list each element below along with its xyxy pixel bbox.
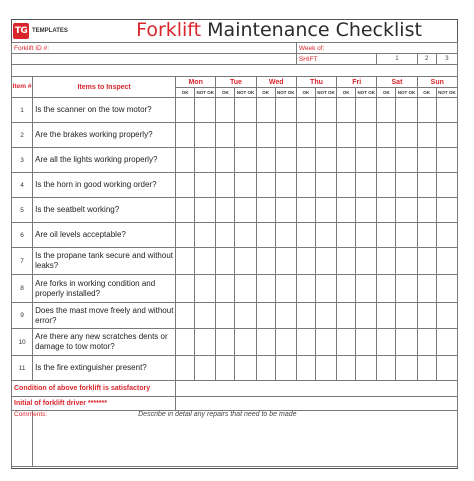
ok-checkbox-cell[interactable] [176,275,195,303]
item-number: 3 [12,148,33,173]
item-question: Is the propane tank secure and without leaks? [33,248,176,275]
not-ok-checkbox-cell[interactable] [396,198,417,223]
not-ok-checkbox-cell[interactable] [195,248,216,275]
not-ok-checkbox-cell[interactable] [195,148,216,173]
title-highlight: Forklift [136,19,202,41]
item-number: 6 [12,223,33,248]
item-question: Is the seatbelt working? [33,198,176,223]
not-ok-checkbox-cell[interactable] [275,123,296,148]
comments-label: Comments: [12,411,33,467]
not-ok-checkbox-cell[interactable] [315,248,336,275]
day-header: Thu [296,77,336,88]
not-ok-checkbox-cell[interactable] [275,356,296,381]
not-ok-checkbox-cell[interactable] [436,329,457,356]
not-ok-checkbox-cell[interactable] [356,98,377,123]
ok-checkbox-cell[interactable] [296,173,315,198]
ok-checkbox-cell[interactable] [377,123,396,148]
ok-checkbox-cell[interactable] [417,248,436,275]
not-ok-checkbox-cell[interactable] [235,329,256,356]
ok-checkbox-cell[interactable] [256,198,275,223]
ok-checkbox-cell[interactable] [256,248,275,275]
ok-checkbox-cell[interactable] [377,198,396,223]
table-row [12,98,458,123]
condition-label: Condition of above forklift is satisfactory [12,381,176,397]
ok-checkbox-cell[interactable] [337,248,356,275]
not-ok-checkbox-cell[interactable] [436,148,457,173]
not-ok-checkbox-cell[interactable] [436,198,457,223]
ok-checkbox-cell[interactable] [176,356,195,381]
not-ok-subheader: NOT OK [195,88,216,98]
brand-logo [13,21,83,40]
ok-checkbox-cell[interactable] [176,248,195,275]
item-question: Are forks in working condition and properly installed? [33,275,176,303]
not-ok-checkbox-cell[interactable] [275,329,296,356]
day-header: Mon [176,77,216,88]
not-ok-checkbox-cell[interactable] [315,173,336,198]
not-ok-checkbox-cell[interactable] [235,98,256,123]
item-question: Is the horn in good working order? [33,173,176,198]
table-row [12,198,458,223]
ok-checkbox-cell[interactable] [256,98,275,123]
forklift-id-field[interactable]: Forklift ID #: [12,43,297,54]
not-ok-checkbox-cell[interactable] [315,98,336,123]
ok-checkbox-cell[interactable] [337,173,356,198]
ok-checkbox-cell[interactable] [216,356,235,381]
initial-label: Initial of forklift driver ******* [12,397,176,411]
item-number: 11 [12,356,33,381]
ok-checkbox-cell[interactable] [216,148,235,173]
not-ok-checkbox-cell[interactable] [275,173,296,198]
not-ok-checkbox-cell[interactable] [315,148,336,173]
not-ok-checkbox-cell[interactable] [396,356,417,381]
ok-checkbox-cell[interactable] [377,329,396,356]
ok-checkbox-cell[interactable] [377,98,396,123]
ok-checkbox-cell[interactable] [256,223,275,248]
checklist-table [11,42,458,467]
not-ok-checkbox-cell[interactable] [315,198,336,223]
not-ok-checkbox-cell[interactable] [396,223,417,248]
not-ok-checkbox-cell[interactable] [396,173,417,198]
item-question: Are all the lights working properly? [33,148,176,173]
not-ok-checkbox-cell[interactable] [275,303,296,329]
not-ok-checkbox-cell[interactable] [235,248,256,275]
ok-checkbox-cell[interactable] [337,223,356,248]
initial-input[interactable] [176,397,458,411]
ok-subheader: OK [296,88,315,98]
not-ok-checkbox-cell[interactable] [235,356,256,381]
not-ok-checkbox-cell[interactable] [275,223,296,248]
not-ok-checkbox-cell[interactable] [396,275,417,303]
not-ok-checkbox-cell[interactable] [315,223,336,248]
not-ok-checkbox-cell[interactable] [396,148,417,173]
day-header: Wed [256,77,296,88]
ok-checkbox-cell[interactable] [337,303,356,329]
day-header: Fri [337,77,377,88]
ok-checkbox-cell[interactable] [176,303,195,329]
not-ok-checkbox-cell[interactable] [195,198,216,223]
ok-checkbox-cell[interactable] [417,303,436,329]
not-ok-checkbox-cell[interactable] [235,223,256,248]
not-ok-checkbox-cell[interactable] [356,223,377,248]
comments-hint: Describe in detail any repairs that need to be made [138,411,297,418]
ok-checkbox-cell[interactable] [216,123,235,148]
table-row [12,148,458,173]
ok-checkbox-cell[interactable] [176,198,195,223]
not-ok-checkbox-cell[interactable] [356,248,377,275]
not-ok-checkbox-cell[interactable] [436,98,457,123]
item-number-header: Item # [12,77,33,98]
not-ok-checkbox-cell[interactable] [356,329,377,356]
not-ok-checkbox-cell[interactable] [275,248,296,275]
not-ok-checkbox-cell[interactable] [315,356,336,381]
item-number: 4 [12,173,33,198]
not-ok-checkbox-cell[interactable] [195,356,216,381]
not-ok-checkbox-cell[interactable] [315,275,336,303]
not-ok-checkbox-cell[interactable] [396,123,417,148]
not-ok-checkbox-cell[interactable] [235,123,256,148]
item-number: 7 [12,248,33,275]
item-question: Is the scanner on the tow motor? [33,98,176,123]
ok-checkbox-cell[interactable] [377,275,396,303]
logo-mark-icon: TG [13,23,29,39]
ok-checkbox-cell[interactable] [377,223,396,248]
not-ok-checkbox-cell[interactable] [315,303,336,329]
ok-subheader: OK [216,88,235,98]
not-ok-checkbox-cell[interactable] [235,148,256,173]
not-ok-checkbox-cell[interactable] [235,173,256,198]
not-ok-checkbox-cell[interactable] [195,275,216,303]
ok-checkbox-cell[interactable] [176,123,195,148]
not-ok-subheader: NOT OK [436,88,457,98]
ok-checkbox-cell[interactable] [256,173,275,198]
ok-checkbox-cell[interactable] [256,275,275,303]
ok-checkbox-cell[interactable] [176,223,195,248]
ok-checkbox-cell[interactable] [417,123,436,148]
ok-checkbox-cell[interactable] [256,356,275,381]
item-question: Are oil levels acceptable? [33,223,176,248]
ok-checkbox-cell[interactable] [296,148,315,173]
ok-checkbox-cell[interactable] [337,275,356,303]
not-ok-checkbox-cell[interactable] [275,198,296,223]
ok-checkbox-cell[interactable] [176,148,195,173]
ok-checkbox-cell[interactable] [296,123,315,148]
ok-checkbox-cell[interactable] [417,173,436,198]
not-ok-checkbox-cell[interactable] [356,123,377,148]
not-ok-checkbox-cell[interactable] [396,98,417,123]
ok-checkbox-cell[interactable] [377,303,396,329]
not-ok-checkbox-cell[interactable] [195,173,216,198]
ok-checkbox-cell[interactable] [337,123,356,148]
not-ok-checkbox-cell[interactable] [396,248,417,275]
ok-checkbox-cell[interactable] [296,198,315,223]
ok-checkbox-cell[interactable] [337,329,356,356]
item-question: Is the fire extinguisher present? [33,356,176,381]
ok-checkbox-cell[interactable] [296,356,315,381]
ok-checkbox-cell[interactable] [216,98,235,123]
table-row [12,303,458,329]
not-ok-checkbox-cell[interactable] [235,275,256,303]
not-ok-checkbox-cell[interactable] [396,303,417,329]
table-row [12,248,458,275]
not-ok-checkbox-cell[interactable] [436,173,457,198]
not-ok-checkbox-cell[interactable] [356,148,377,173]
shift-option[interactable]: 1 [377,54,417,65]
page-title [100,19,458,42]
not-ok-checkbox-cell[interactable] [195,329,216,356]
condition-input[interactable] [176,381,458,397]
not-ok-checkbox-cell[interactable] [356,303,377,329]
ok-checkbox-cell[interactable] [216,329,235,356]
ok-checkbox-cell[interactable] [377,148,396,173]
not-ok-checkbox-cell[interactable] [436,248,457,275]
item-question: Does the mast move freely and without error? [33,303,176,329]
ok-checkbox-cell[interactable] [417,98,436,123]
not-ok-checkbox-cell[interactable] [195,98,216,123]
not-ok-subheader: NOT OK [275,88,296,98]
shift-option[interactable]: 2 [417,54,436,65]
meta-blank-cell [12,54,297,65]
table-row [12,123,458,148]
ok-checkbox-cell[interactable] [256,148,275,173]
not-ok-checkbox-cell[interactable] [315,123,336,148]
not-ok-checkbox-cell[interactable] [356,356,377,381]
title-rest: Maintenance Checklist [201,19,422,41]
ok-checkbox-cell[interactable] [216,223,235,248]
ok-checkbox-cell[interactable] [417,356,436,381]
ok-checkbox-cell[interactable] [216,275,235,303]
ok-subheader: OK [417,88,436,98]
table-row [12,356,458,381]
item-question: Are there any new scratches dents or damage to tow motor? [33,329,176,356]
ok-checkbox-cell[interactable] [296,329,315,356]
ok-subheader: OK [337,88,356,98]
not-ok-subheader: NOT OK [315,88,336,98]
week-of-field[interactable]: Week of: [296,43,457,54]
ok-checkbox-cell[interactable] [296,248,315,275]
day-header: Tue [216,77,256,88]
not-ok-checkbox-cell[interactable] [195,303,216,329]
not-ok-checkbox-cell[interactable] [195,223,216,248]
ok-checkbox-cell[interactable] [417,275,436,303]
ok-checkbox-cell[interactable] [337,98,356,123]
ok-checkbox-cell[interactable] [296,275,315,303]
ok-checkbox-cell[interactable] [176,173,195,198]
ok-subheader: OK [176,88,195,98]
table-row [12,173,458,198]
not-ok-checkbox-cell[interactable] [275,275,296,303]
not-ok-checkbox-cell[interactable] [436,275,457,303]
table-row [12,223,458,248]
not-ok-checkbox-cell[interactable] [436,223,457,248]
ok-subheader: OK [256,88,275,98]
ok-checkbox-cell[interactable] [296,303,315,329]
item-number: 2 [12,123,33,148]
ok-checkbox-cell[interactable] [417,148,436,173]
not-ok-checkbox-cell[interactable] [315,329,336,356]
ok-checkbox-cell[interactable] [216,173,235,198]
ok-checkbox-cell[interactable] [417,223,436,248]
ok-checkbox-cell[interactable] [216,198,235,223]
shift-option[interactable]: 3 [436,54,457,65]
not-ok-checkbox-cell[interactable] [436,356,457,381]
not-ok-checkbox-cell[interactable] [396,329,417,356]
item-number: 10 [12,329,33,356]
ok-checkbox-cell[interactable] [176,98,195,123]
not-ok-checkbox-cell[interactable] [235,303,256,329]
ok-checkbox-cell[interactable] [256,303,275,329]
ok-checkbox-cell[interactable] [256,329,275,356]
not-ok-subheader: NOT OK [235,88,256,98]
items-to-inspect-header: Items to Inspect [33,77,176,98]
not-ok-checkbox-cell[interactable] [436,303,457,329]
not-ok-subheader: NOT OK [396,88,417,98]
not-ok-checkbox-cell[interactable] [436,123,457,148]
ok-checkbox-cell[interactable] [377,173,396,198]
spacer-row [12,65,458,77]
not-ok-subheader: NOT OK [356,88,377,98]
item-number: 8 [12,275,33,303]
ok-checkbox-cell[interactable] [377,248,396,275]
ok-subheader: OK [377,88,396,98]
logo-text: TEMPLATES [32,27,68,34]
not-ok-checkbox-cell[interactable] [275,98,296,123]
ok-checkbox-cell[interactable] [377,356,396,381]
shift-label: SHIFT [296,54,377,65]
ok-checkbox-cell[interactable] [417,329,436,356]
day-header: Sat [377,77,417,88]
not-ok-checkbox-cell[interactable] [275,148,296,173]
table-row [12,329,458,356]
not-ok-checkbox-cell[interactable] [235,198,256,223]
item-number: 9 [12,303,33,329]
table-row [12,275,458,303]
ok-checkbox-cell[interactable] [296,98,315,123]
not-ok-checkbox-cell[interactable] [356,275,377,303]
item-number: 1 [12,98,33,123]
not-ok-checkbox-cell[interactable] [195,123,216,148]
ok-checkbox-cell[interactable] [337,198,356,223]
ok-checkbox-cell[interactable] [176,329,195,356]
ok-checkbox-cell[interactable] [256,123,275,148]
ok-checkbox-cell[interactable] [337,148,356,173]
ok-checkbox-cell[interactable] [337,356,356,381]
comments-input[interactable] [33,411,458,467]
not-ok-checkbox-cell[interactable] [356,173,377,198]
ok-checkbox-cell[interactable] [216,303,235,329]
not-ok-checkbox-cell[interactable] [356,198,377,223]
ok-checkbox-cell[interactable] [296,223,315,248]
day-header: Sun [417,77,457,88]
ok-checkbox-cell[interactable] [417,198,436,223]
item-question: Are the brakes working properly? [33,123,176,148]
item-number: 5 [12,198,33,223]
ok-checkbox-cell[interactable] [216,248,235,275]
